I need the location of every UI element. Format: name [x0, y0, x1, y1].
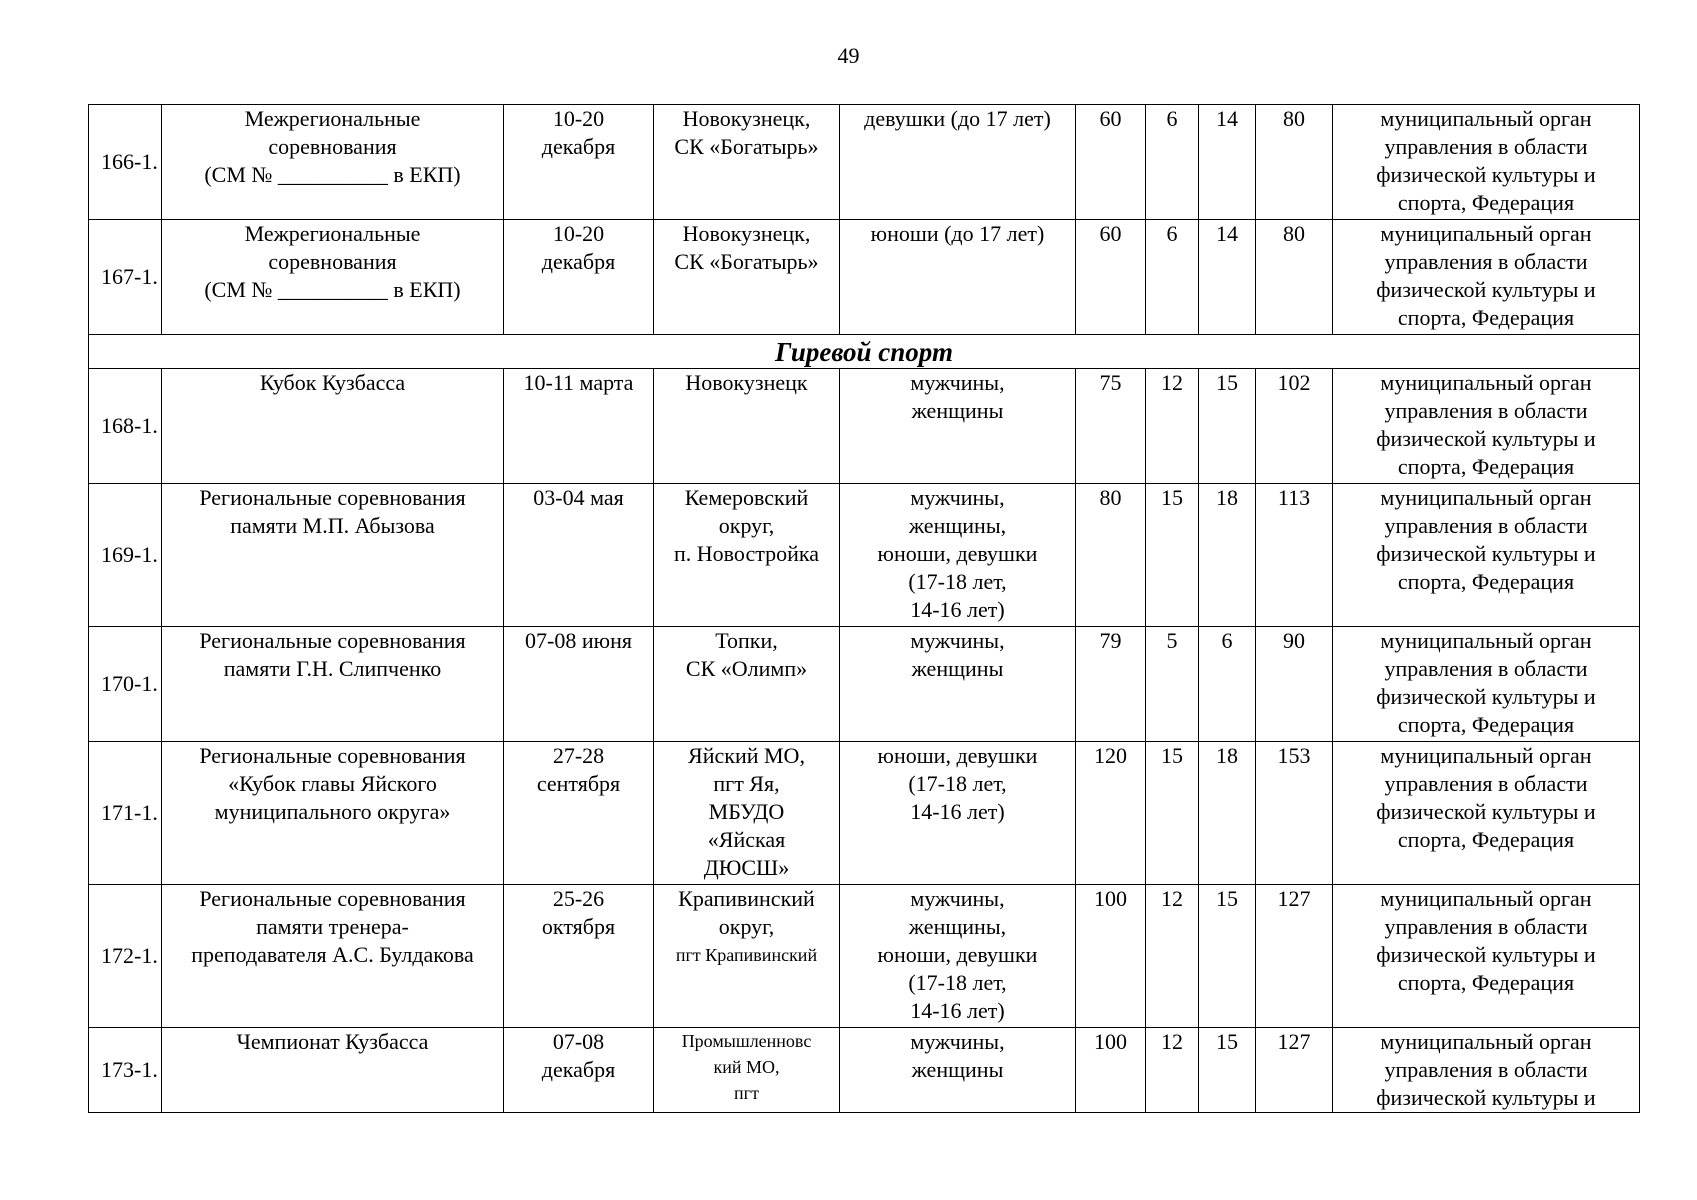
cell-line: Региональные соревнования — [199, 743, 466, 768]
cell-line: Крапивинский — [678, 886, 815, 911]
cell-line: Новокузнецк, — [682, 221, 811, 246]
count-c1: 75 — [1076, 369, 1146, 484]
count-c1: 100 — [1076, 885, 1146, 1028]
count-c1: 100 — [1076, 1028, 1146, 1113]
cell-line: управления в области — [1384, 398, 1588, 423]
cell-line: «Яйская — [707, 827, 786, 852]
cell-line: памяти тренера- — [256, 914, 409, 939]
cell-line: мужчины, — [910, 628, 1005, 653]
cell-line: спорта, Федерация — [1397, 569, 1575, 594]
cell-line: муниципальный орган — [1380, 628, 1592, 653]
table-row — [89, 105, 1640, 220]
cell-line: Новокузнецк — [685, 370, 808, 395]
count-c3: 15 — [1199, 885, 1256, 1028]
table-row — [89, 220, 1640, 335]
cell-line: (17-18 лет, — [908, 569, 1007, 594]
event-date — [504, 220, 654, 335]
cell-line: СК «Богатырь» — [674, 249, 819, 274]
cell-line: соревнования — [268, 249, 397, 274]
cell-line: декабря — [541, 249, 616, 274]
event-name — [162, 885, 504, 1028]
cell-line: СК «Богатырь» — [674, 134, 819, 159]
cell-line: кий МО, — [713, 1057, 780, 1077]
count-c2: 12 — [1146, 885, 1199, 1028]
page-number: 49 — [837, 43, 860, 68]
event-name — [162, 220, 504, 335]
cell-line: (СМ № __________ в ЕКП) — [204, 162, 461, 187]
cell-line: женщины — [911, 656, 1004, 681]
participants — [840, 484, 1076, 627]
count-c3: 14 — [1199, 105, 1256, 220]
count-c1: 80 — [1076, 484, 1146, 627]
event-date — [504, 885, 654, 1028]
cell-line: декабря — [541, 1057, 616, 1082]
cell-line: физической культуры и — [1376, 799, 1596, 824]
row-number: 172-1. — [89, 885, 162, 1028]
table-row — [89, 1028, 1640, 1113]
event-name — [162, 742, 504, 885]
count-c3: 15 — [1199, 369, 1256, 484]
cell-line: Кемеровский — [684, 485, 809, 510]
organizer — [1333, 1028, 1640, 1113]
cell-line: 07-08 — [552, 1029, 605, 1054]
event-date — [504, 369, 654, 484]
cell-line: 14-16 лет) — [910, 799, 1005, 824]
cell-line: декабря — [541, 134, 616, 159]
event-place — [654, 627, 840, 742]
cell-line: (17-18 лет, — [908, 970, 1007, 995]
cell-line: Промышленновс — [681, 1031, 812, 1051]
cell-line: управления в области — [1384, 656, 1588, 681]
cell-line: юноши, девушки — [877, 541, 1038, 566]
cell-line: Яйский МО, — [688, 743, 805, 768]
cell-line: муниципальный орган — [1380, 106, 1592, 131]
cell-line: юноши, девушки — [877, 743, 1038, 768]
cell-line: женщины — [911, 1057, 1004, 1082]
events-table — [88, 104, 1640, 1113]
participants — [840, 627, 1076, 742]
cell-line: округ, — [718, 914, 775, 939]
count-c2: 5 — [1146, 627, 1199, 742]
cell-line: мужчины, — [910, 370, 1005, 395]
row-number: 171-1. — [89, 742, 162, 885]
cell-line: 14-16 лет) — [910, 597, 1005, 622]
cell-line: мужчины, — [910, 1029, 1005, 1054]
cell-line: юноши (до 17 лет) — [870, 221, 1045, 246]
cell-line: Межрегиональные — [244, 221, 421, 246]
cell-line: управления в области — [1384, 513, 1588, 538]
cell-line: Топки, — [715, 628, 778, 653]
cell-line: 14-16 лет) — [910, 998, 1005, 1023]
cell-line: Межрегиональные — [244, 106, 421, 131]
cell-line: преподавателя А.С. Булдакова — [191, 942, 474, 967]
count-total: 153 — [1256, 742, 1333, 885]
event-date — [504, 627, 654, 742]
cell-line: спорта, Федерация — [1397, 712, 1575, 737]
cell-line: муниципальный орган — [1380, 221, 1592, 246]
cell-line: муниципальный орган — [1380, 370, 1592, 395]
cell-line: Кубок Кузбасса — [259, 370, 406, 395]
row-number: 166-1. — [89, 105, 162, 220]
count-c2: 6 — [1146, 105, 1199, 220]
event-date — [504, 484, 654, 627]
cell-line: 25-26 — [552, 886, 605, 911]
count-c3: 18 — [1199, 742, 1256, 885]
cell-line: округ, — [718, 513, 775, 538]
organizer — [1333, 885, 1640, 1028]
cell-line: 27-28 — [552, 743, 605, 768]
count-c1: 60 — [1076, 220, 1146, 335]
organizer — [1333, 742, 1640, 885]
count-total: 80 — [1256, 220, 1333, 335]
cell-line: муниципального округа» — [214, 799, 451, 824]
cell-line: муниципальный орган — [1380, 886, 1592, 911]
cell-line: «Кубок главы Яйского — [228, 771, 437, 796]
participants — [840, 369, 1076, 484]
cell-line: 03-04 мая — [533, 485, 624, 510]
cell-line: памяти Г.Н. Слипченко — [223, 656, 442, 681]
cell-line: спорта, Федерация — [1397, 305, 1575, 330]
cell-line: соревнования — [268, 134, 397, 159]
count-c3: 15 — [1199, 1028, 1256, 1113]
cell-line: женщины, — [908, 914, 1007, 939]
cell-line: физической культуры и — [1376, 541, 1596, 566]
cell-line: спорта, Федерация — [1397, 454, 1575, 479]
organizer — [1333, 627, 1640, 742]
row-number: 169-1. — [89, 484, 162, 627]
cell-line: 10-20 — [552, 221, 605, 246]
participants — [840, 105, 1076, 220]
table-row — [89, 484, 1640, 627]
event-name — [162, 105, 504, 220]
cell-line: физической культуры и — [1376, 162, 1596, 187]
cell-line: девушки (до 17 лет) — [864, 106, 1051, 131]
table-row — [89, 885, 1640, 1028]
section-header — [89, 335, 1640, 369]
cell-line: 07-08 июня — [525, 628, 632, 653]
cell-line: 10-20 — [552, 106, 605, 131]
cell-line: спорта, Федерация — [1397, 970, 1575, 995]
count-total: 113 — [1256, 484, 1333, 627]
cell-line: мужчины, — [910, 886, 1005, 911]
count-c2: 15 — [1146, 742, 1199, 885]
cell-line: юноши, девушки — [877, 942, 1038, 967]
event-place — [654, 742, 840, 885]
event-date — [504, 105, 654, 220]
cell-line: п. Новостройка — [674, 541, 819, 566]
organizer — [1333, 105, 1640, 220]
cell-line: управления в области — [1384, 1057, 1588, 1082]
organizer — [1333, 220, 1640, 335]
cell-line: Региональные соревнования — [199, 628, 466, 653]
cell-line: управления в области — [1384, 134, 1588, 159]
cell-line: спорта, Федерация — [1397, 190, 1575, 215]
cell-line: Региональные соревнования — [199, 485, 466, 510]
cell-line: управления в области — [1384, 249, 1588, 274]
section-row — [89, 335, 1640, 369]
cell-line: Региональные соревнования — [199, 886, 466, 911]
cell-line: муниципальный орган — [1380, 1029, 1592, 1054]
count-c3: 14 — [1199, 220, 1256, 335]
count-c1: 60 — [1076, 105, 1146, 220]
cell-line: физической культуры и — [1376, 684, 1596, 709]
event-place — [654, 105, 840, 220]
event-place — [654, 220, 840, 335]
table-body-after — [89, 369, 1640, 1113]
row-number: 170-1. — [89, 627, 162, 742]
table-row — [89, 369, 1640, 484]
count-c2: 15 — [1146, 484, 1199, 627]
section-title: Гиревой спорт — [89, 335, 1640, 369]
cell-line: 10-11 марта — [523, 370, 634, 395]
row-number: 173-1. — [89, 1028, 162, 1113]
cell-line: женщины — [911, 398, 1004, 423]
cell-line: СК «Олимп» — [685, 656, 808, 681]
participants — [840, 220, 1076, 335]
count-c2: 12 — [1146, 1028, 1199, 1113]
table-row — [89, 627, 1640, 742]
cell-line: пгт Яя, — [713, 771, 780, 796]
count-total: 80 — [1256, 105, 1333, 220]
event-date — [504, 742, 654, 885]
table-body-before — [89, 105, 1640, 335]
participants — [840, 1028, 1076, 1113]
count-total: 127 — [1256, 1028, 1333, 1113]
count-total: 127 — [1256, 885, 1333, 1028]
participants — [840, 885, 1076, 1028]
count-total: 90 — [1256, 627, 1333, 742]
cell-line: управления в области — [1384, 914, 1588, 939]
row-number: 167-1. — [89, 220, 162, 335]
cell-line: октября — [541, 914, 616, 939]
count-c3: 18 — [1199, 484, 1256, 627]
cell-line: женщины, — [908, 513, 1007, 538]
table-row — [89, 742, 1640, 885]
cell-line: сентября — [536, 771, 621, 796]
event-name — [162, 627, 504, 742]
cell-line: пгт Крапивинский — [675, 945, 818, 965]
participants — [840, 742, 1076, 885]
cell-line: физической культуры и — [1376, 426, 1596, 451]
count-c1: 79 — [1076, 627, 1146, 742]
event-place — [654, 1028, 840, 1113]
cell-line: физической культуры и — [1376, 1085, 1596, 1110]
count-c2: 6 — [1146, 220, 1199, 335]
event-place — [654, 484, 840, 627]
event-name — [162, 484, 504, 627]
count-c3: 6 — [1199, 627, 1256, 742]
organizer — [1333, 484, 1640, 627]
cell-line: спорта, Федерация — [1397, 827, 1575, 852]
row-number: 168-1. — [89, 369, 162, 484]
cell-line: МБУДО — [708, 799, 785, 824]
cell-line: физической культуры и — [1376, 942, 1596, 967]
cell-line: пгт — [734, 1083, 759, 1103]
cell-line: (СМ № __________ в ЕКП) — [204, 277, 461, 302]
cell-line: управления в области — [1384, 771, 1588, 796]
event-place — [654, 369, 840, 484]
event-name — [162, 1028, 504, 1113]
event-name — [162, 369, 504, 484]
event-date — [504, 1028, 654, 1113]
organizer — [1333, 369, 1640, 484]
count-total: 102 — [1256, 369, 1333, 484]
cell-line: Чемпионат Кузбасса — [236, 1029, 429, 1054]
cell-line: муниципальный орган — [1380, 743, 1592, 768]
cell-line: физической культуры и — [1376, 277, 1596, 302]
cell-line: мужчины, — [910, 485, 1005, 510]
cell-line: Новокузнецк, — [682, 106, 811, 131]
cell-line: памяти М.П. Абызова — [230, 513, 435, 538]
cell-line: (17-18 лет, — [908, 771, 1007, 796]
event-place — [654, 885, 840, 1028]
cell-line: ДЮСШ» — [703, 855, 790, 880]
count-c1: 120 — [1076, 742, 1146, 885]
count-c2: 12 — [1146, 369, 1199, 484]
cell-line: муниципальный орган — [1380, 485, 1592, 510]
